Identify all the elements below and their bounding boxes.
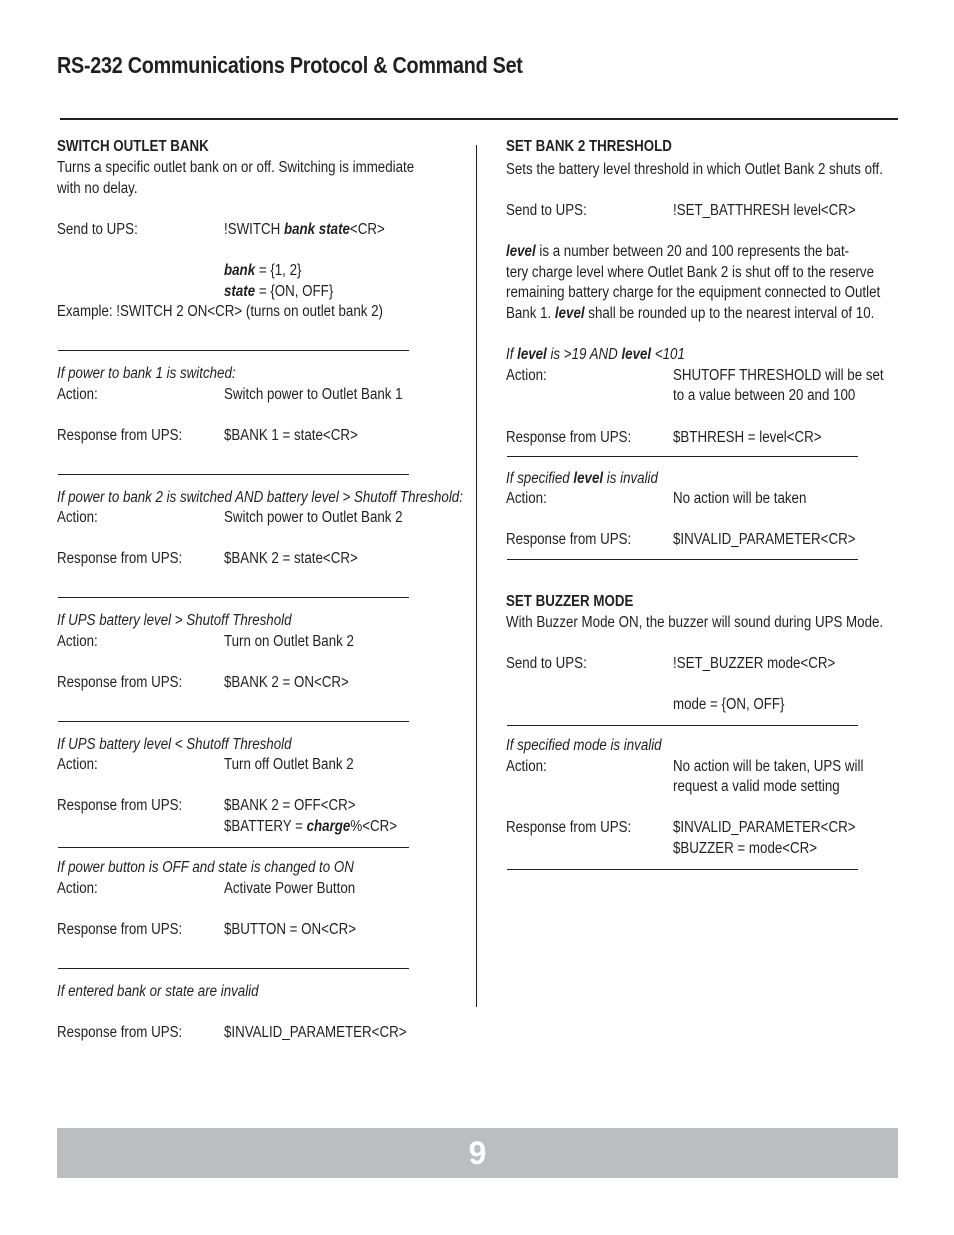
section-heading: SWITCH OUTLET BANK (57, 138, 209, 155)
response-text: $INVALID_PARAMETER<CR> (673, 531, 856, 548)
divider (507, 725, 858, 726)
send-command: !SET_BUZZER mode<CR> (673, 655, 836, 672)
condition-text: If power to bank 1 is switched: (57, 365, 236, 382)
divider (58, 968, 409, 969)
response-label: Response from UPS: (506, 531, 632, 548)
title-divider (60, 118, 898, 120)
response-label: Response from UPS: (57, 797, 183, 814)
condition-text: If power to bank 2 is switched AND battery level > Shutoff Threshold: (57, 489, 463, 506)
divider (58, 721, 409, 722)
response-text: $INVALID_PARAMETER<CR> (673, 819, 856, 836)
response-label: Response from UPS: (57, 1024, 183, 1041)
state-values: state = {ON, OFF} (224, 283, 334, 300)
action-text: Turn on Outlet Bank 2 (224, 633, 354, 650)
page-number: 9 (468, 1135, 487, 1171)
divider (507, 559, 858, 560)
condition-text: If specified level is invalid (506, 470, 658, 487)
level-description-line: Bank 1. level shall be rounded up to the nearest interval of 10. (506, 305, 875, 322)
response-label: Response from UPS: (57, 427, 183, 444)
response-text: $BTHRESH = level<CR> (673, 429, 822, 446)
action-label: Action: (506, 367, 547, 384)
divider (58, 350, 409, 351)
divider (58, 597, 409, 598)
description-line: Sets the battery level threshold in which Outlet Bank 2 shuts off. (506, 161, 883, 178)
response-text: $BANK 2 = ON<CR> (224, 674, 349, 691)
condition-text: If UPS battery level < Shutoff Threshold (57, 736, 292, 753)
response-text: $BANK 2 = OFF<CR> (224, 797, 356, 814)
section-heading: SET BANK 2 THRESHOLD (506, 138, 672, 155)
condition-text: If power button is OFF and state is changed to ON (57, 859, 354, 876)
action-label: Action: (57, 509, 98, 526)
divider (507, 869, 858, 870)
page-title: RS-232 Communications Protocol & Command Set (57, 52, 523, 78)
response-label: Response from UPS: (506, 429, 632, 446)
example-text: Example: !SWITCH 2 ON<CR> (turns on outlet bank 2) (57, 303, 383, 320)
description-line: Turns a specific outlet bank on or off. Switching is immediate (57, 159, 415, 176)
send-label: Send to UPS: (57, 221, 138, 238)
action-text: request a valid mode setting (673, 778, 840, 795)
level-description-line: tery charge level where Outlet Bank 2 is shut off to the reserve (506, 264, 875, 281)
action-label: Action: (57, 386, 98, 403)
action-text: SHUTOFF THRESHOLD will be set (673, 367, 884, 384)
send-command: !SWITCH bank state<CR> (224, 221, 385, 238)
response-label: Response from UPS: (57, 550, 183, 567)
divider (507, 456, 858, 457)
response-label: Response from UPS: (57, 921, 183, 938)
action-text: Switch power to Outlet Bank 2 (224, 509, 403, 526)
response-text: $BUTTON = ON<CR> (224, 921, 356, 938)
action-text: to a value between 20 and 100 (673, 387, 856, 404)
page-footer (57, 1128, 898, 1178)
level-description-line: remaining battery charge for the equipment connected to Outlet (506, 284, 881, 301)
action-label: Action: (506, 758, 547, 775)
condition-text: If level is >19 AND level <101 (506, 346, 685, 363)
response-text: $INVALID_PARAMETER<CR> (224, 1024, 407, 1041)
send-label: Send to UPS: (506, 655, 587, 672)
action-label: Action: (57, 633, 98, 650)
action-label: Action: (57, 880, 98, 897)
response-label: Response from UPS: (506, 819, 632, 836)
response-text: $BANK 2 = state<CR> (224, 550, 358, 567)
action-label: Action: (57, 756, 98, 773)
section-heading: SET BUZZER MODE (506, 593, 634, 610)
condition-text: If UPS battery level > Shutoff Threshold (57, 612, 292, 629)
action-label: Action: (506, 490, 547, 507)
action-text: Turn off Outlet Bank 2 (224, 756, 354, 773)
column-divider (476, 145, 477, 1007)
response-text: $BANK 1 = state<CR> (224, 427, 358, 444)
description-line: with no delay. (57, 180, 138, 197)
divider (58, 847, 409, 848)
response-text: $BUZZER = mode<CR> (673, 840, 818, 857)
action-text: Activate Power Button (224, 880, 356, 897)
condition-text: If entered bank or state are invalid (57, 983, 259, 1000)
action-text: Switch power to Outlet Bank 1 (224, 386, 403, 403)
divider (58, 474, 409, 475)
send-label: Send to UPS: (506, 202, 587, 219)
description-line: With Buzzer Mode ON, the buzzer will sound during UPS Mode. (506, 614, 884, 631)
send-command: !SET_BATTHRESH level<CR> (673, 202, 856, 219)
level-description-line: level is a number between 20 and 100 represents the bat- (506, 243, 850, 260)
response-label: Response from UPS: (57, 674, 183, 691)
condition-text: If specified mode is invalid (506, 737, 662, 754)
mode-values: mode = {ON, OFF} (673, 696, 785, 713)
action-text: No action will be taken, UPS will (673, 758, 864, 775)
bank-values: bank = {1, 2} (224, 262, 302, 279)
action-text: No action will be taken (673, 490, 807, 507)
response-text-battery: $BATTERY = charge%<CR> (224, 818, 398, 835)
